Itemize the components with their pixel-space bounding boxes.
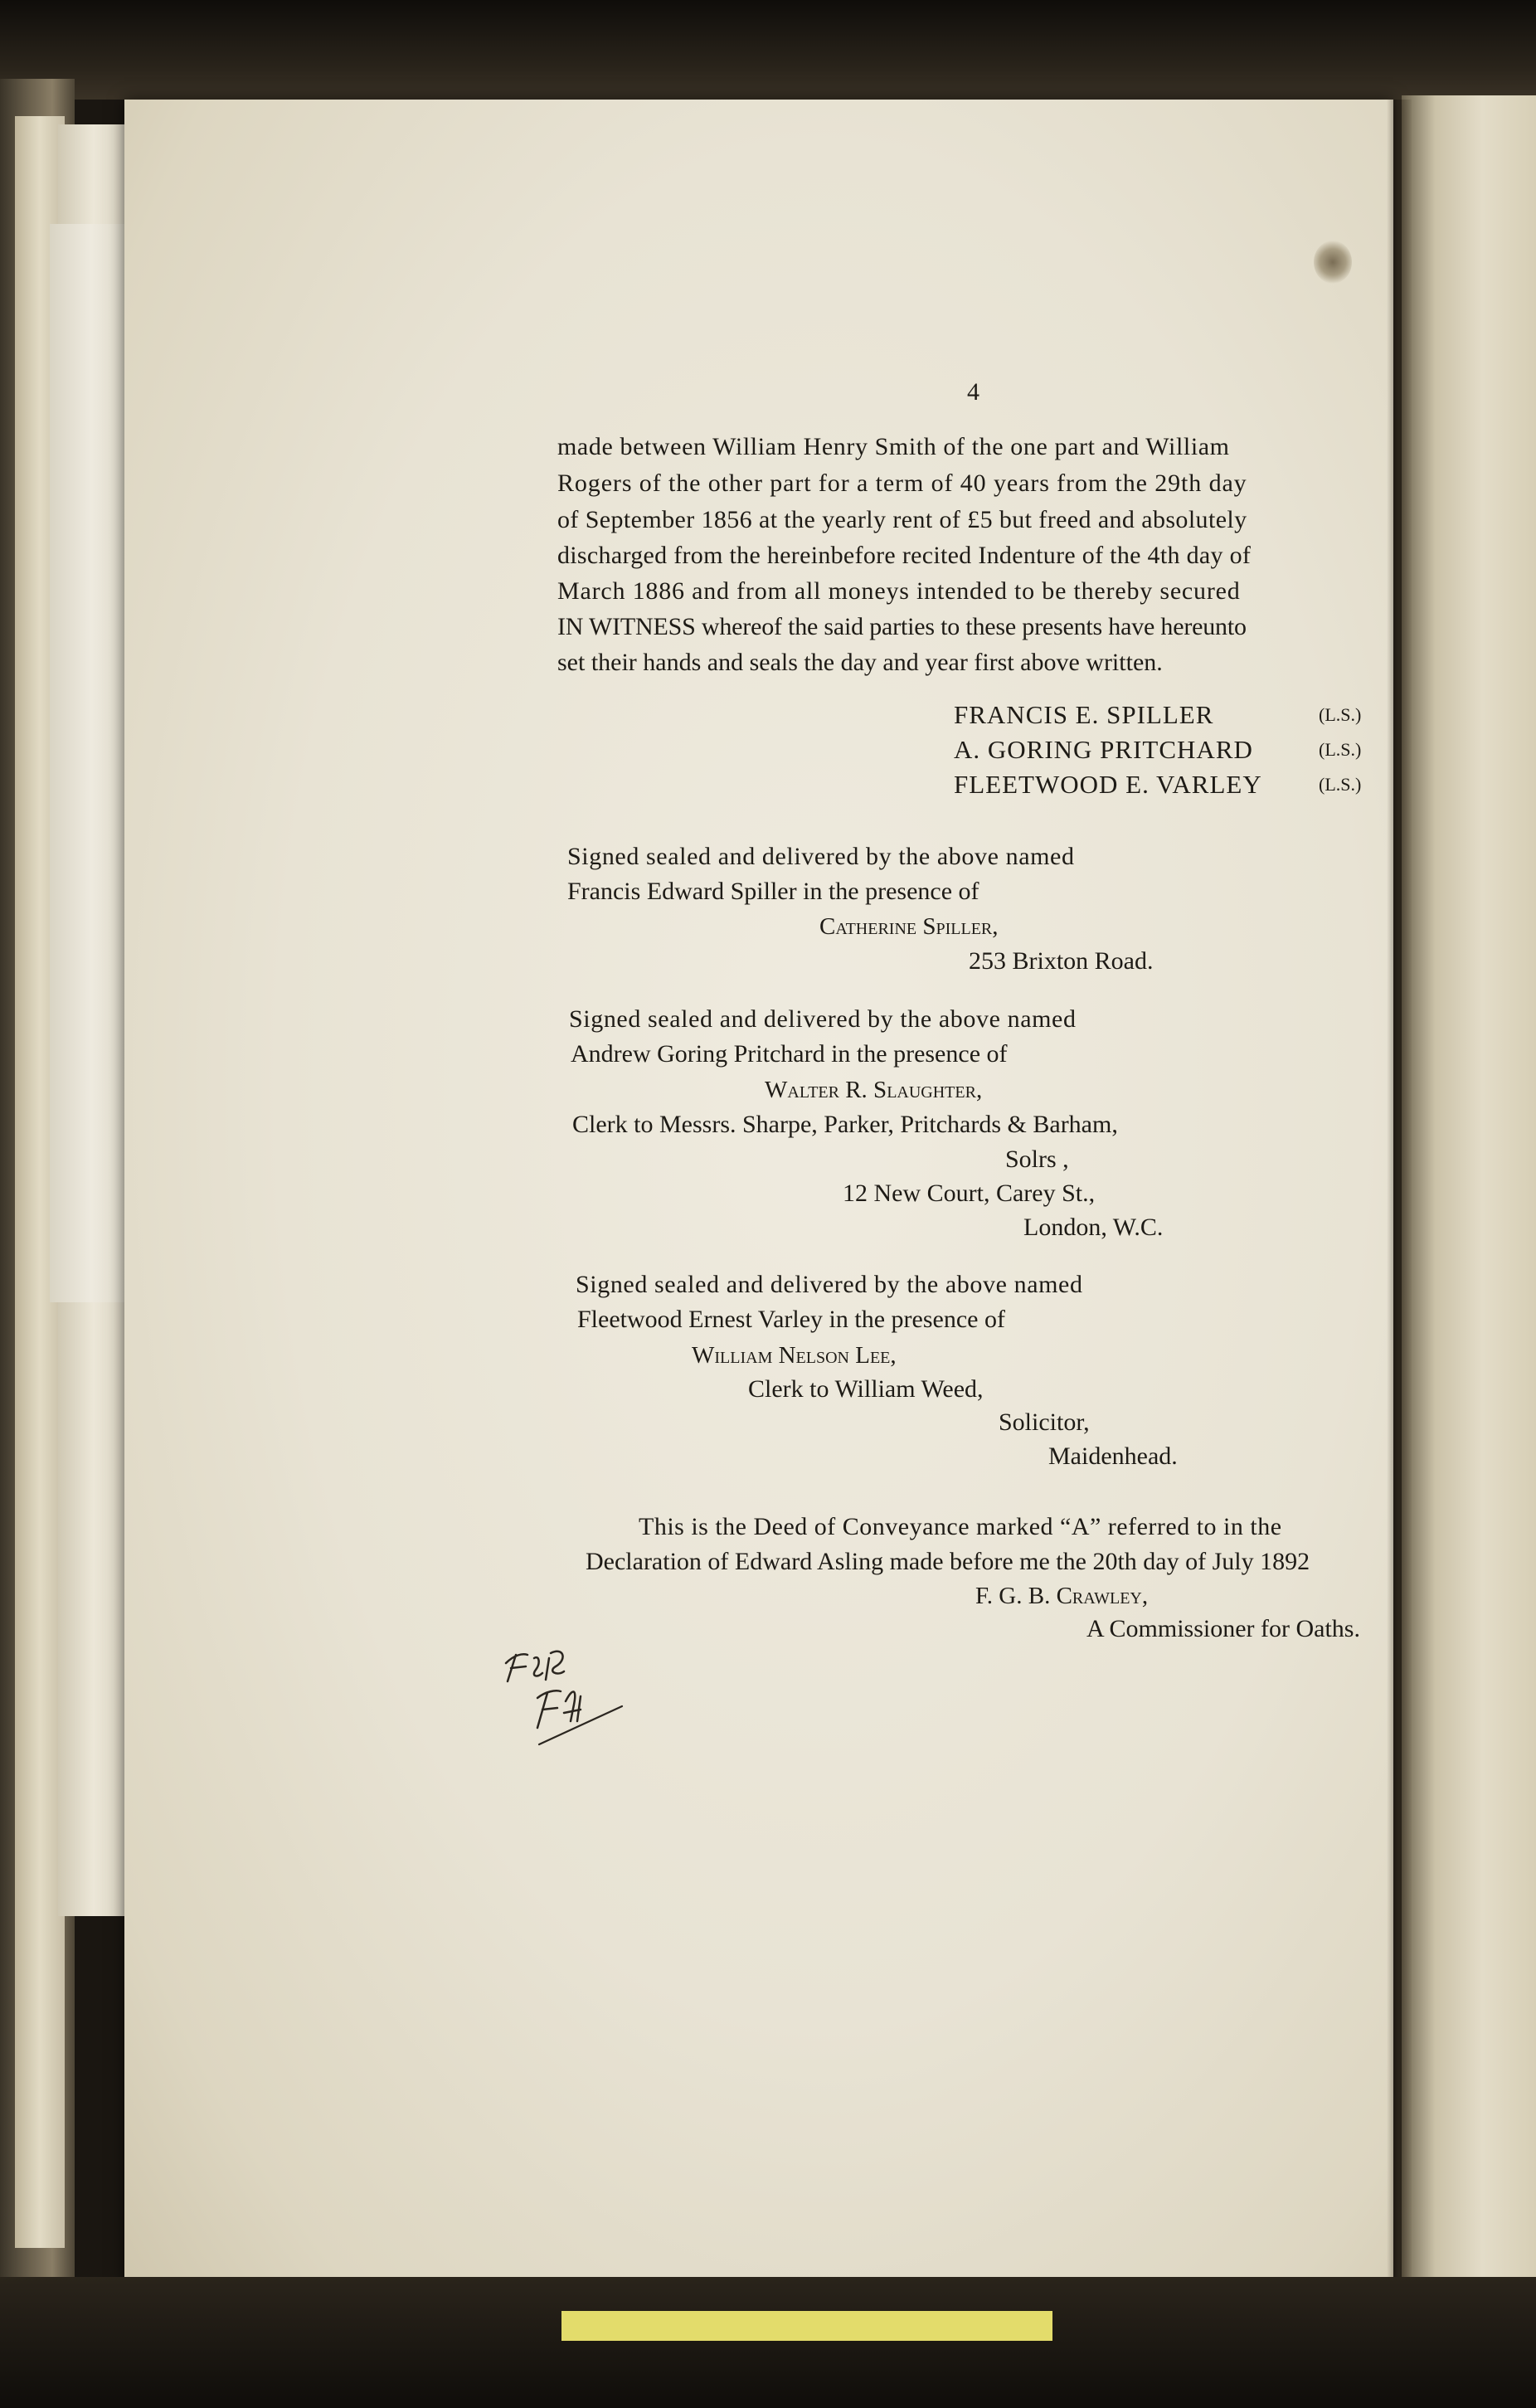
signatory-name: FLEETWOOD E. VARLEY [954,770,1262,799]
marker-tab [561,2311,1052,2341]
body-line: March 1886 and from all moneys intended to be thereby secured [557,577,1241,605]
commissioner-title: A Commissioner for Oaths. [1086,1615,1360,1642]
signatory-name: A. GORING PRITCHARD [954,735,1253,764]
seal-mark: (L.S.) [1319,704,1362,725]
witness-line: Francis Edward Spiller in the presence of [567,878,979,905]
witness-occupation: Clerk to Messrs. Sharpe, Parker, Pritchards & Barham, [572,1111,1118,1138]
signatory-name: FRANCIS E. SPILLER [954,700,1214,729]
body-line: made between William Henry Smith of the one part and William [557,433,1230,460]
paper-stain [1314,241,1352,284]
seal-mark: (L.S.) [1319,774,1362,795]
body-line: IN WITNESS whereof the said parties to these presents have hereunto [557,613,1247,640]
witness-address: London, W.C. [1023,1214,1164,1241]
witness-name: William Nelson Lee, [692,1342,897,1369]
witness-address: Maidenhead. [1048,1442,1178,1470]
witness-name: Walter R. Slaughter, [765,1077,983,1103]
page-stub [50,224,133,1302]
body-line: discharged from the hereinbefore recited Indenture of the 4th day of [557,542,1252,569]
witness-line: Signed sealed and delivered by the above named [576,1271,1083,1298]
handwritten-initials [498,1630,630,1754]
witness-line: Signed sealed and delivered by the above named [567,843,1075,870]
body-line: Rogers of the other part for a term of 40 years from the 29th day [557,469,1247,497]
facing-page-edge [1402,95,1536,2285]
witness-occupation: Solrs , [1005,1146,1069,1173]
document-page [124,100,1393,2289]
page-number: 4 [967,378,979,406]
seal-mark: (L.S.) [1319,739,1362,760]
declaration-line: This is the Deed of Conveyance marked “A” referred to in the [639,1513,1282,1540]
witness-line: Andrew Goring Pritchard in the presence of [571,1040,1008,1068]
body-line: set their hands and seals the day and year first above written. [557,649,1163,676]
page-gutter-shadow [1387,100,1412,2289]
witness-occupation: Clerk to William Weed, [748,1375,984,1403]
witness-address: 12 New Court, Carey St., [843,1180,1096,1207]
declaration-line: Declaration of Edward Asling made before me the 20th day of July 1892 [586,1548,1310,1575]
witness-occupation: Solicitor, [999,1408,1090,1436]
witness-line: Fleetwood Ernest Varley in the presence of [577,1306,1005,1333]
witness-address: 253 Brixton Road. [969,947,1154,975]
witness-name: Catherine Spiller, [819,913,999,940]
witness-line: Signed sealed and delivered by the above named [569,1005,1077,1033]
book-binding-top [0,0,1536,100]
body-line: of September 1856 at the yearly rent of £5 but freed and absolutely [557,506,1247,533]
book-binding-bottom [0,2277,1536,2408]
commissioner-name: F. G. B. Crawley, [975,1583,1149,1609]
